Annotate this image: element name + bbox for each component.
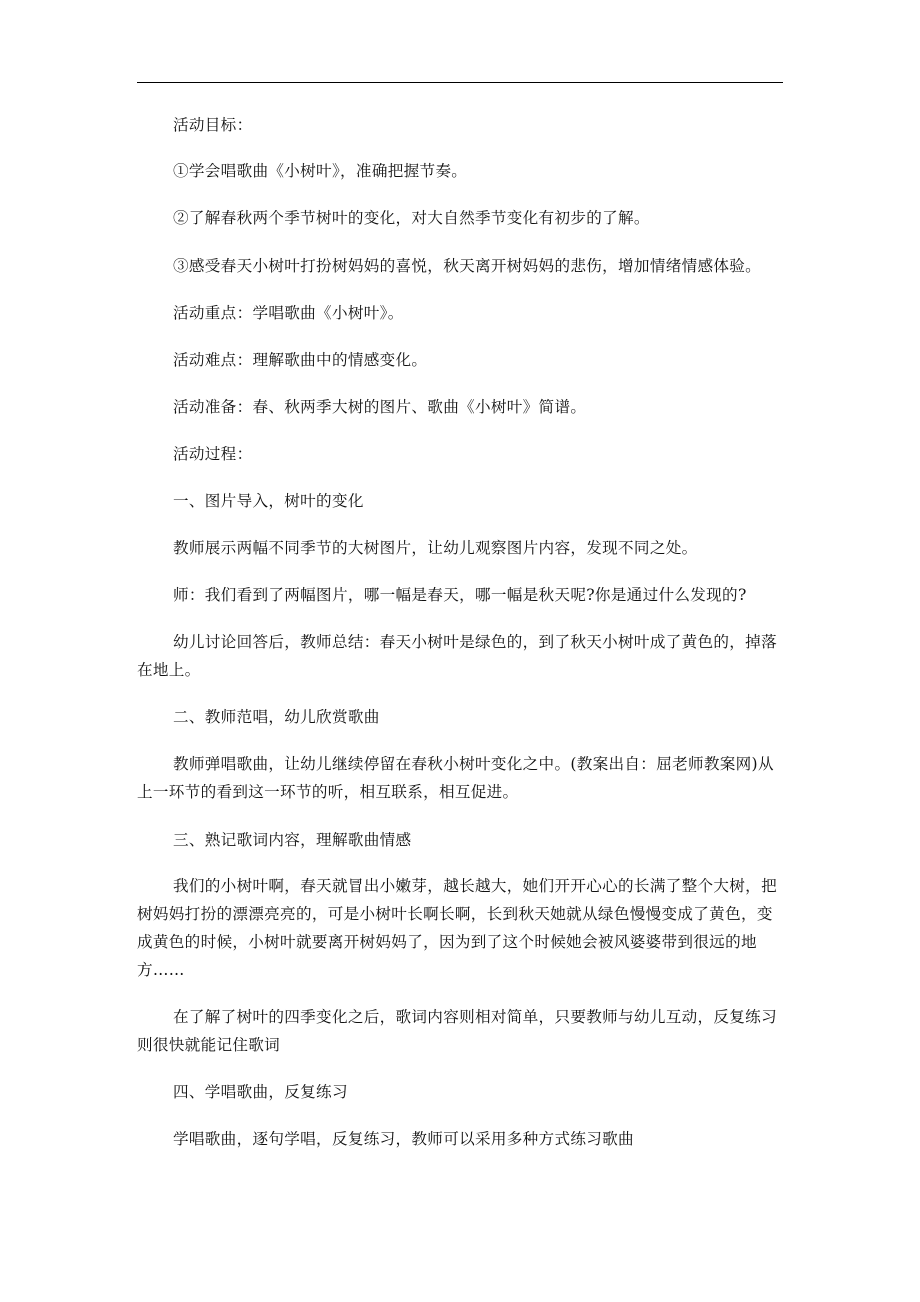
paragraph-section-2-body: 教师弹唱歌曲，让幼儿继续停留在春秋小树叶变化之中。(教案出自：屈老师教案网)从上一环节的看到这一环节的听，相互联系，相互促进。 <box>137 755 774 801</box>
paragraph-goal-2: ②了解春秋两个季节树叶的变化，对大自然季节变化有初步的了解。 <box>173 209 650 227</box>
paragraph-teacher-question: 师：我们看到了两幅图片，哪一幅是春天，哪一幅是秋天呢?你是通过什么发现的? <box>173 586 747 604</box>
paragraph-preparation: 活动准备：春、秋两季大树的图片、歌曲《小树叶》简谱。 <box>173 398 587 416</box>
paragraph-process-heading: 活动过程： <box>173 445 253 463</box>
paragraph-goal-3: ③感受春天小树叶打扮树妈妈的喜悦，秋天离开树妈妈的悲伤，增加情绪情感体验。 <box>173 257 762 275</box>
paragraph-lyrics-story: 我们的小树叶啊，春天就冒出小嫩芽，越长越大，她们开开心心的长满了整个大树，把树妈妈打扮的漂漂亮亮的，可是小树叶长啊长啊，长到秋天她就从绿色慢慢变成了黄色，变成黄色的时候，小树叶就要离开树妈妈了，因为到了这个时候她会被风婆婆带到很远的地方…… <box>137 877 777 979</box>
section-heading-1: 一、图片导入，树叶的变化 <box>173 492 364 510</box>
paragraph-activity-goals-heading: 活动目标： <box>173 116 253 134</box>
paragraph-key-point: 活动重点：学唱歌曲《小树叶》。 <box>173 304 404 322</box>
section-heading-2: 二、教师范唱，幼儿欣赏歌曲 <box>173 708 380 726</box>
section-heading-3: 三、熟记歌词内容，理解歌曲情感 <box>173 831 412 849</box>
section-heading-4: 四、学唱歌曲，反复练习 <box>173 1083 348 1101</box>
paragraph-section-4-body: 学唱歌曲，逐句学唱，反复练习，教师可以采用多种方式练习歌曲 <box>173 1130 634 1148</box>
paragraph-section-1-intro: 教师展示两幅不同季节的大树图片，让幼儿观察图片内容，发现不同之处。 <box>173 539 698 557</box>
paragraph-goal-1: ①学会唱歌曲《小树叶》，准确把握节奏。 <box>173 162 468 180</box>
paragraph-summary: 幼儿讨论回答后，教师总结：春天小树叶是绿色的，到了秋天小树叶成了黄色的，掉落在地上。 <box>137 633 777 679</box>
header-rule <box>137 82 783 83</box>
paragraph-difficulty: 活动难点：理解歌曲中的情感变化。 <box>173 351 428 369</box>
paragraph-lyrics-note: 在了解了树叶的四季变化之后，歌词内容则相对简单，只要教师与幼儿互动，反复练习则很快就能记住歌词 <box>137 1008 777 1054</box>
